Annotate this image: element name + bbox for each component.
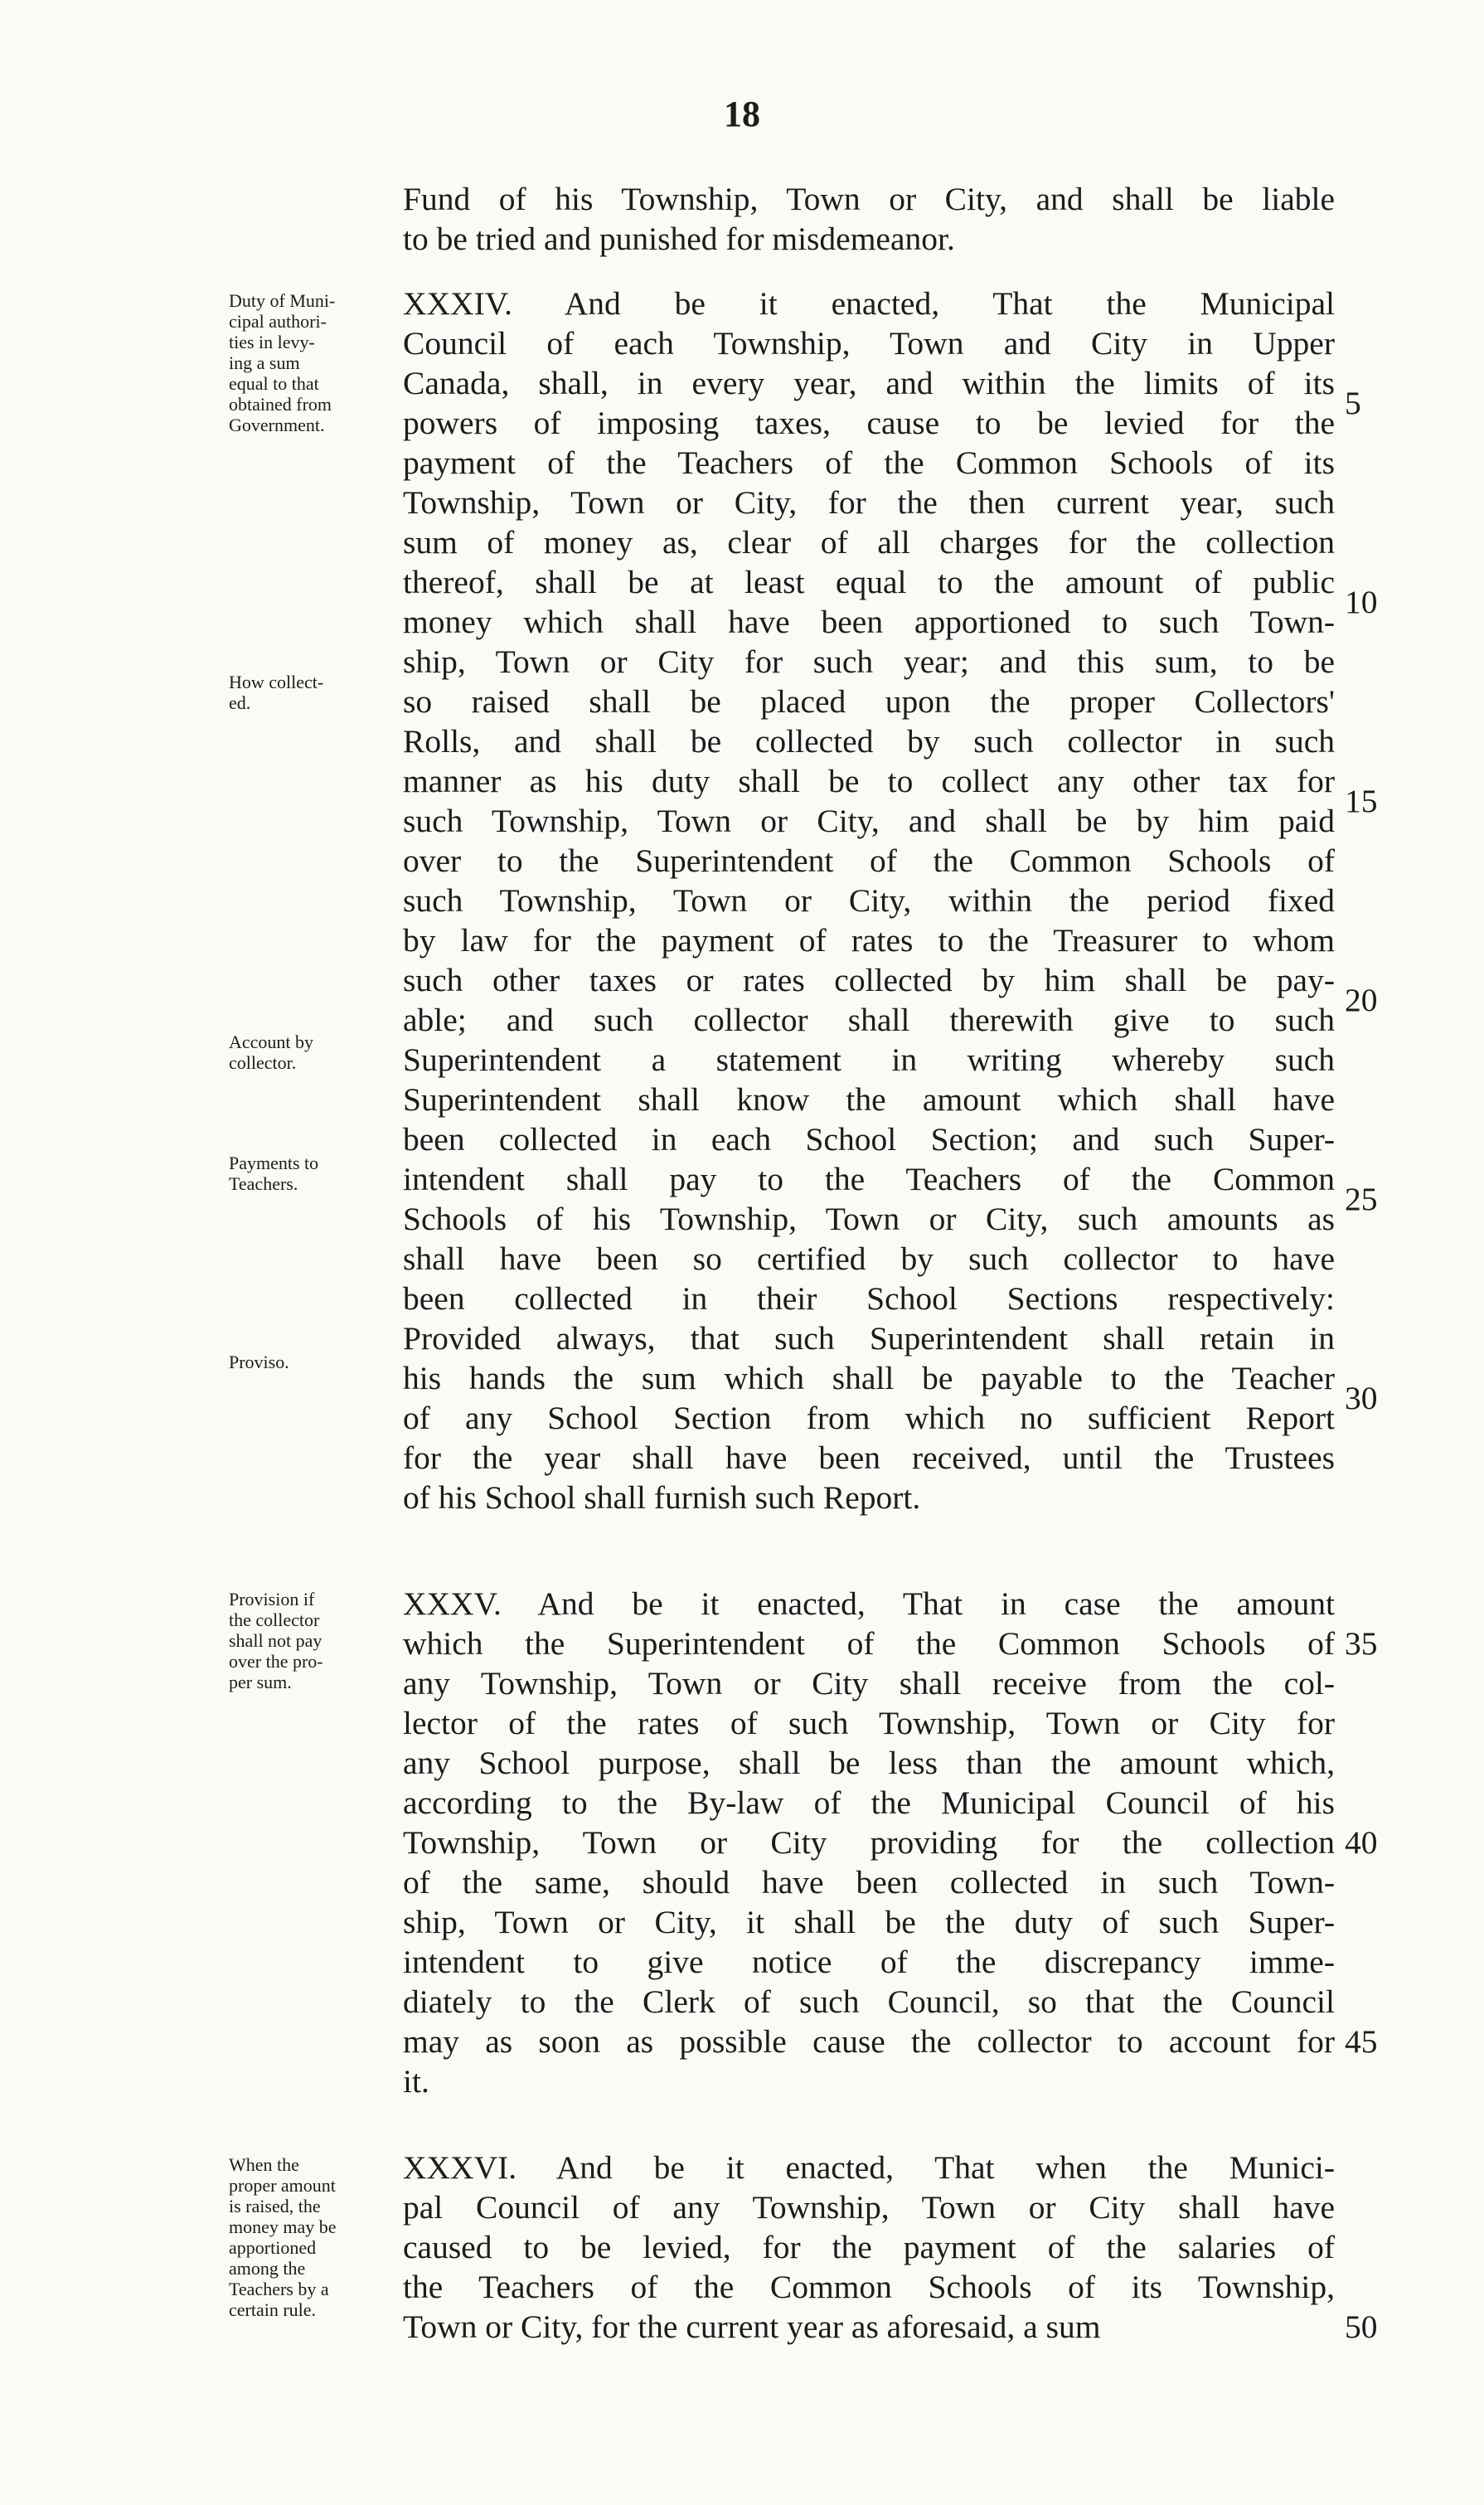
text-line: Superintendent a statement in writing whereby such	[403, 1041, 1335, 1078]
text-line: diately to the Clerk of such Council, so that the Council	[403, 1983, 1335, 2020]
margin-note-line: apportioned	[229, 2237, 317, 2258]
margin-note-line: Proviso.	[229, 1352, 289, 1372]
text-line: Provided always, that such Superintendent shall retain in	[403, 1320, 1335, 1357]
margin-note-line: ing a sum	[229, 352, 300, 373]
margin-note-line: is raised, the	[229, 2196, 321, 2216]
text-line: the Teachers of the Common Schools of its Township,	[403, 2269, 1335, 2305]
line-number: 10	[1345, 584, 1378, 620]
margin-note-line: How collect-	[229, 672, 324, 692]
margin-note-line: Teachers by a	[229, 2279, 329, 2299]
text-line: payment of the Teachers of the Common Schools of its	[403, 444, 1335, 481]
margin-note-line: among the	[229, 2258, 306, 2279]
margin-note	[229, 1032, 395, 1073]
text-line: ship, Town or City, it shall be the duty of such Super-	[403, 1904, 1335, 1940]
text-line: so raised shall be placed upon the proper Collectors'	[403, 683, 1335, 720]
margin-note-line: over the pro-	[229, 1651, 323, 1672]
line-number: 15	[1345, 783, 1378, 819]
text-line: for the year shall have been received, until the Trustees	[403, 1439, 1335, 1476]
margin-note-line: Payments to	[229, 1153, 319, 1173]
text-line: Rolls, and shall be collected by such collector in such	[403, 723, 1335, 760]
text-line: pal Council of any Township, Town or City shall have	[403, 2189, 1335, 2226]
text-line: over to the Superintendent of the Common Schools of	[403, 842, 1335, 879]
margin-note-line: equal to that	[229, 373, 319, 394]
text-line: his hands the sum which shall be payable to the Teacher	[403, 1360, 1335, 1396]
margin-note-line: Government.	[229, 415, 325, 435]
text-line: it.	[403, 2063, 429, 2100]
text-line: Fund of his Township, Town or City, and shall be liable	[403, 181, 1335, 217]
text-line: such other taxes or rates collected by him shall be pay-	[403, 962, 1335, 998]
margin-note-line: Account by	[229, 1032, 314, 1052]
text-line: caused to be levied, for the payment of the salaries of	[403, 2229, 1335, 2265]
margin-note	[229, 1153, 395, 1194]
text-line: which the Superintendent of the Common Schools of	[403, 1625, 1335, 1662]
line-number: 45	[1345, 2023, 1378, 2060]
margin-note-line: proper amount	[229, 2175, 336, 2196]
line-number: 40	[1345, 1824, 1378, 1861]
margin-note	[229, 2154, 395, 2320]
text-line: shall have been so certified by such collector to have	[403, 1240, 1335, 1277]
text-line: Schools of his Township, Town or City, such amounts as	[403, 1201, 1335, 1237]
text-line: Canada, shall, in every year, and within the limits of its	[403, 365, 1335, 401]
margin-note-line: When the	[229, 2154, 299, 2175]
margin-note-line: the collector	[229, 1609, 320, 1630]
text-line: any Township, Town or City shall receive from the col-	[403, 1665, 1335, 1702]
text-line: XXXVI. And be it enacted, That when the Munici-	[403, 2149, 1335, 2186]
text-line: such Township, Town or City, within the period fixed	[403, 882, 1335, 919]
text-line: thereof, shall be at least equal to the amount of public	[403, 564, 1335, 600]
line-number: 20	[1345, 982, 1378, 1018]
page-number: 18	[724, 94, 760, 134]
margin-note-line: shall not pay	[229, 1630, 323, 1651]
margin-note-line: money may be	[229, 2216, 337, 2237]
margin-note-line: cipal authori-	[229, 311, 327, 332]
text-line: manner as his duty shall be to collect any other tax for	[403, 763, 1335, 799]
text-line: able; and such collector shall therewith give to such	[403, 1002, 1335, 1038]
line-number: 50	[1345, 2308, 1378, 2345]
text-line: such Township, Town or City, and shall be by him paid	[403, 803, 1335, 839]
margin-note-line: certain rule.	[229, 2299, 317, 2320]
text-line: may as soon as possible cause the collector to account for	[403, 2023, 1335, 2060]
margin-note-line: ties in levy-	[229, 332, 315, 352]
text-line: intendent shall pay to the Teachers of the Common	[403, 1161, 1335, 1197]
line-number: 35	[1345, 1625, 1378, 1662]
text-line: been collected in each School Section; and such Super-	[403, 1121, 1335, 1158]
text-line: of any School Section from which no sufficient Report	[403, 1400, 1335, 1436]
text-line: Superintendent shall know the amount which shall have	[403, 1081, 1335, 1118]
line-number: 25	[1345, 1181, 1378, 1217]
text-line: of the same, should have been collected in such Town-	[403, 1864, 1335, 1901]
line-number: 30	[1345, 1380, 1378, 1416]
text-line: of his School shall furnish such Report.	[403, 1479, 921, 1516]
margin-note-line: obtained from	[229, 394, 332, 415]
text-line: XXXV. And be it enacted, That in case the amount	[403, 1585, 1335, 1622]
text-line: Council of each Township, Town and City in Upper	[403, 325, 1335, 362]
text-line: been collected in their School Sections respectively:	[403, 1280, 1335, 1317]
margin-note-line: Duty of Muni-	[229, 290, 336, 311]
line-number: 5	[1345, 385, 1361, 421]
margin-note	[229, 290, 395, 435]
text-line: XXXIV. And be it enacted, That the Municipal	[403, 285, 1335, 322]
margin-note	[229, 1589, 395, 1692]
text-line: according to the By-law of the Municipal Council of his	[403, 1784, 1335, 1821]
text-line: lector of the rates of such Township, Town or City for	[403, 1705, 1335, 1741]
text-line: powers of imposing taxes, cause to be levied for the	[403, 405, 1335, 441]
text-line: to be tried and punished for misdemeanor.	[403, 221, 955, 257]
margin-note-line: Provision if	[229, 1589, 315, 1609]
text-line: Town or City, for the current year as aforesaid, a sum	[403, 2308, 1101, 2345]
margin-note	[229, 1352, 395, 1372]
text-line: money which shall have been apportioned to such Town-	[403, 604, 1335, 640]
text-line: Township, Town or City providing for the collection	[403, 1824, 1335, 1861]
text-line: Township, Town or City, for the then current year, such	[403, 484, 1335, 521]
text-line: sum of money as, clear of all charges for the collection	[403, 524, 1335, 561]
text-line: intendent to give notice of the discrepancy imme-	[403, 1944, 1335, 1980]
margin-note	[229, 672, 395, 713]
text-line: any School purpose, shall be less than the amount which,	[403, 1745, 1335, 1781]
margin-note-line: ed.	[229, 692, 251, 713]
text-line: ship, Town or City for such year; and this sum, to be	[403, 643, 1335, 680]
margin-note-line: collector.	[229, 1052, 297, 1073]
margin-note-line: per sum.	[229, 1672, 292, 1692]
margin-note-line: Teachers.	[229, 1173, 298, 1194]
text-line: by law for the payment of rates to the Treasurer to whom	[403, 922, 1335, 959]
